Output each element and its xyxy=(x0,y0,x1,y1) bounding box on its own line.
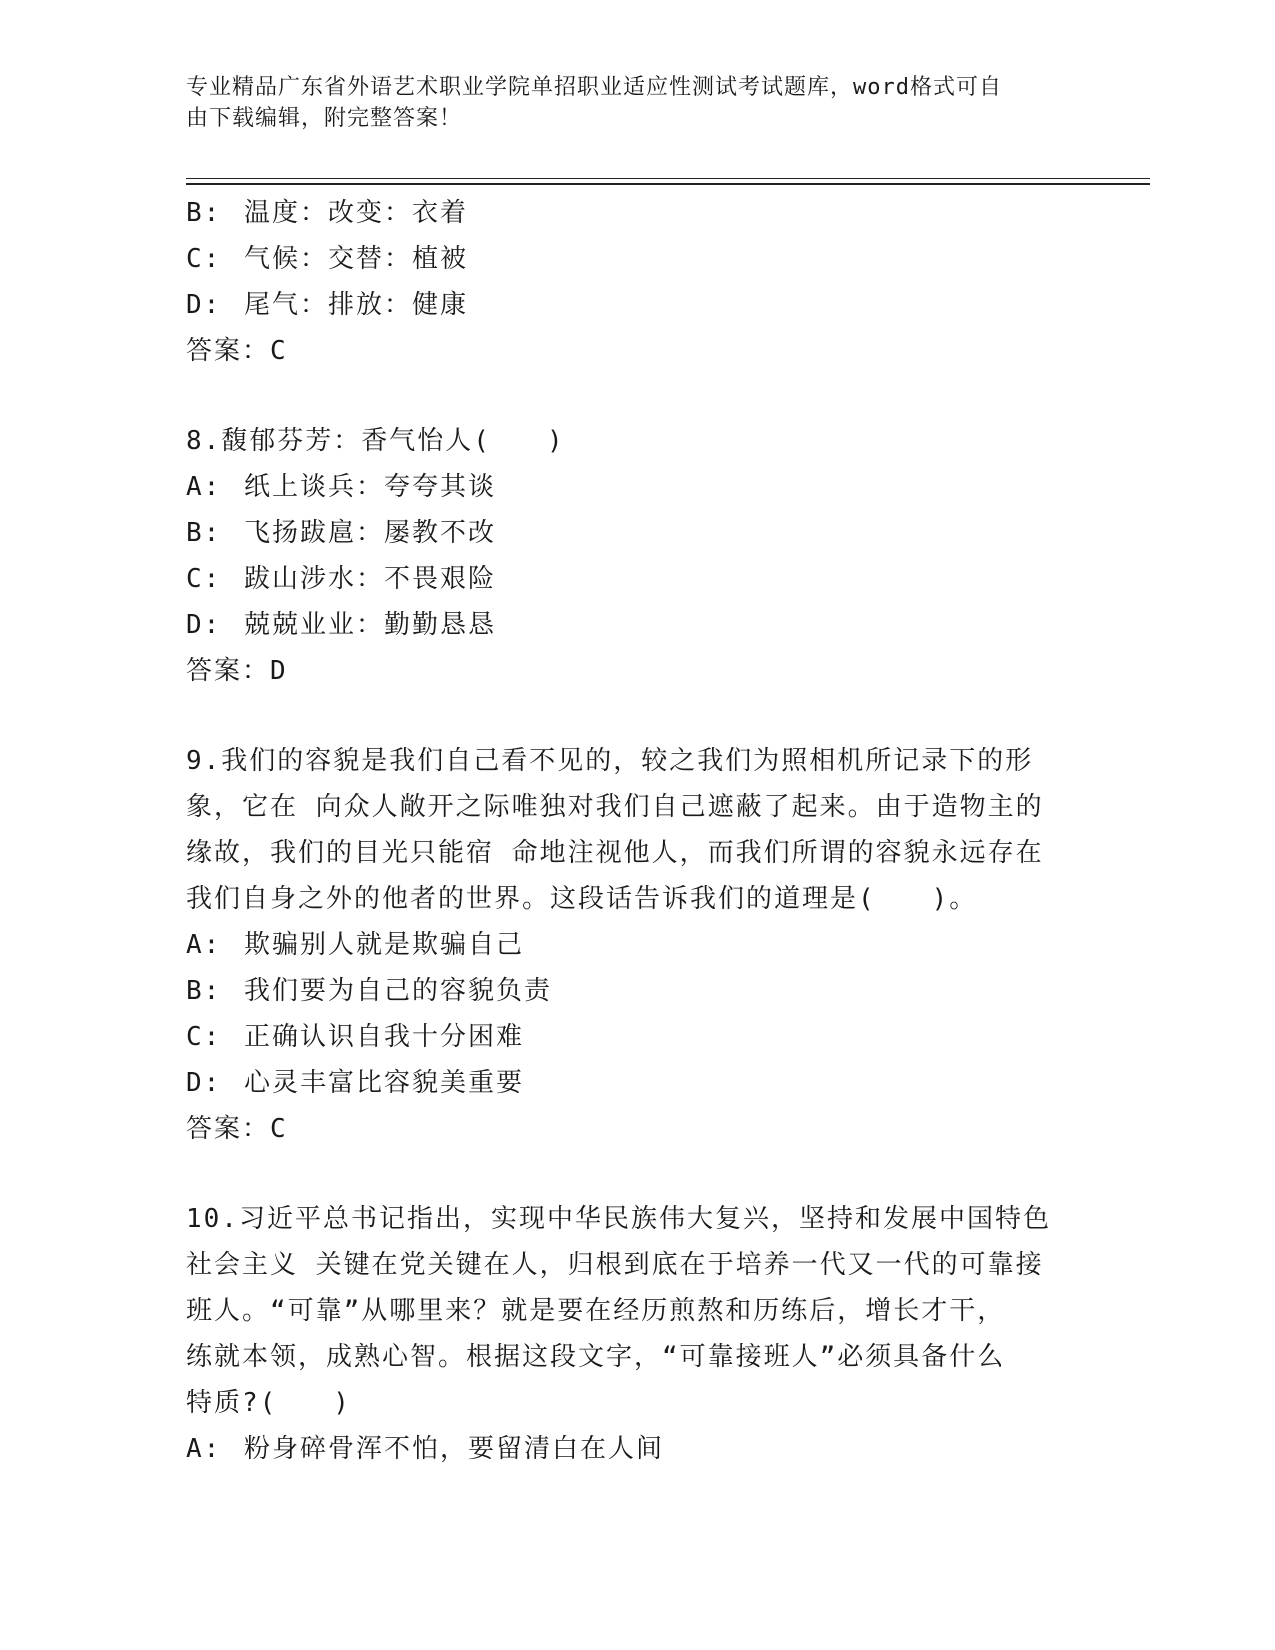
question-stem-line-2: 社会主义 关键在党关键在人，归根到底在于培养一代又一代的可靠接 xyxy=(186,1250,1044,1280)
option-text: 尾气：排放：健康 xyxy=(244,290,469,320)
option-key: C: xyxy=(186,564,222,594)
option-a xyxy=(186,922,1086,968)
option-text: 飞扬跋扈：屡教不改 xyxy=(244,518,497,548)
option-b xyxy=(186,510,1086,556)
option-c xyxy=(186,556,1086,602)
option-text: 跋山涉水：不畏艰险 xyxy=(244,564,497,594)
option-text: 欺骗别人就是欺骗自己 xyxy=(244,930,525,960)
option-key: B: xyxy=(186,198,222,228)
option-d xyxy=(186,1060,1086,1106)
question-stem: 8.馥郁芬芳：香气怡人( ) xyxy=(186,426,565,456)
question-stem-line-3: 班人。“可靠”从哪里来？就是要在经历煎熬和历练后，增长才干， xyxy=(186,1296,1006,1326)
question-stem-line-2: 象，它在 向众人敞开之际唯独对我们自己遮蔽了起来。由于造物主的 xyxy=(186,792,1044,822)
question-block-prev xyxy=(186,190,1086,374)
option-text: 温度：改变：衣着 xyxy=(244,198,469,228)
option-key: B: xyxy=(186,976,222,1006)
option-c xyxy=(186,236,1086,282)
question-block-10 xyxy=(186,1196,1086,1472)
question-stem-line-4: 练就本领，成熟心智。根据这段文字，“可靠接班人”必须具备什么 xyxy=(186,1342,1006,1372)
header-divider-thick xyxy=(186,183,1150,185)
option-text: 正确认识自我十分困难 xyxy=(244,1022,525,1052)
question-stem-line-5: 特质?( ) xyxy=(186,1388,351,1418)
header-divider-thin xyxy=(186,178,1150,179)
option-text: 粉身碎骨浑不怕，要留清白在人间 xyxy=(244,1434,665,1464)
header-line-2: 由下载编辑，附完整答案！ xyxy=(186,106,463,131)
option-c xyxy=(186,1014,1086,1060)
question-stem-line-3: 缘故，我们的目光只能宿 命地注视他人，而我们所谓的容貌永远存在 xyxy=(186,838,1044,868)
question-content xyxy=(186,190,1086,1472)
option-key: C: xyxy=(186,244,222,274)
option-b xyxy=(186,190,1086,236)
option-text: 纸上谈兵：夸夸其谈 xyxy=(244,472,497,502)
option-key: A: xyxy=(186,930,222,960)
option-text: 心灵丰富比容貌美重要 xyxy=(244,1068,525,1098)
option-text: 我们要为自己的容貌负责 xyxy=(244,976,553,1006)
option-key: D: xyxy=(186,290,222,320)
question-stem-line-1: 10.习近平总书记指出，实现中华民族伟大复兴，坚持和发展中国特色 xyxy=(186,1204,1051,1234)
option-text: 兢兢业业：勤勤恳恳 xyxy=(244,610,497,640)
answer-line: 答案：C xyxy=(186,336,288,366)
answer-line: 答案：C xyxy=(186,1114,288,1144)
question-block-8 xyxy=(186,418,1086,694)
option-key: D: xyxy=(186,610,222,640)
question-stem-line-1: 9.我们的容貌是我们自己看不见的，较之我们为照相机所记录下的形 xyxy=(186,746,1034,776)
option-d xyxy=(186,282,1086,328)
option-key: B: xyxy=(186,518,222,548)
header-line-1: 专业精品广东省外语艺术职业学院单招职业适应性测试考试题库，word格式可自 xyxy=(186,75,1002,100)
option-text: 气候：交替：植被 xyxy=(244,244,469,274)
question-block-9 xyxy=(186,738,1086,1152)
option-key: A: xyxy=(186,1434,222,1464)
option-d xyxy=(186,602,1086,648)
option-key: A: xyxy=(186,472,222,502)
option-key: C: xyxy=(186,1022,222,1052)
option-key: D: xyxy=(186,1068,222,1098)
option-b xyxy=(186,968,1086,1014)
option-a xyxy=(186,1426,1086,1472)
option-a xyxy=(186,464,1086,510)
answer-line: 答案：D xyxy=(186,656,288,686)
question-stem-line-4: 我们自身之外的他者的世界。这段话告诉我们的道理是( )。 xyxy=(186,884,978,914)
document-header xyxy=(186,72,1086,134)
